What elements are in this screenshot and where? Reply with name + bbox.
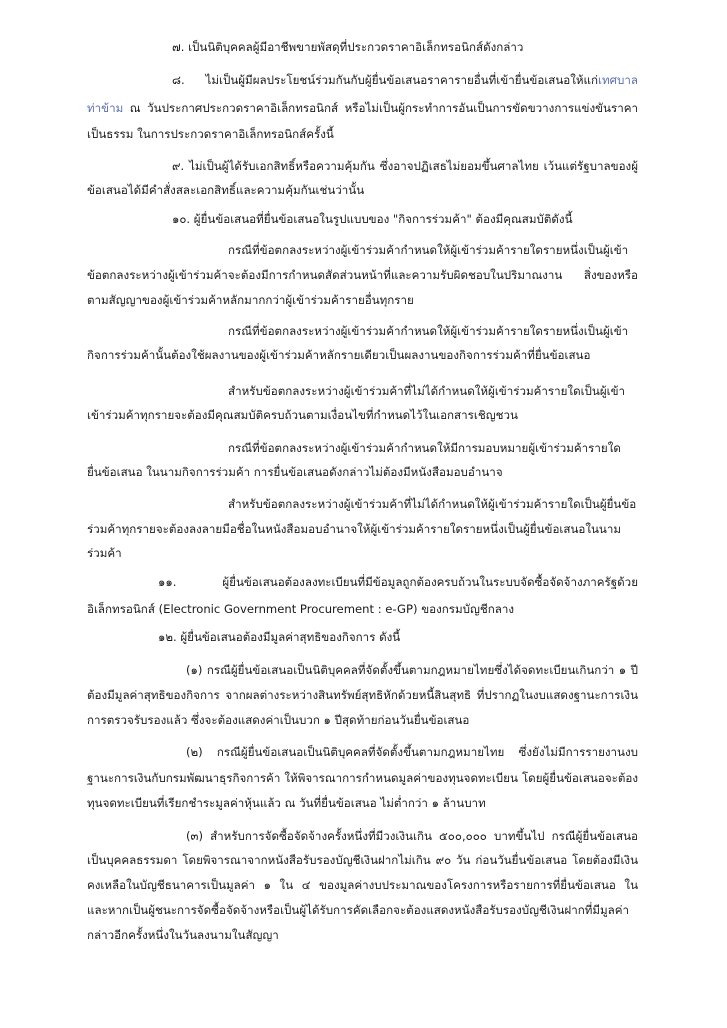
- item-8-handwritten-insert-2: ท่าข้าม: [87, 101, 124, 115]
- item-12-sub-2-line-2: ฐานะการเงินกับกรมพัฒนาธุรกิจการค้า ให้พิจารณาการกำหนดมูลค่าของทุนจดทะเบียน โดยผู้ยื่นข้อเสนอจะต้อง: [87, 771, 638, 785]
- item-12-sub-3-line-1: (๓) สำหรับการจัดซื้อจัดจ้างครั้งหนึ่งที่มีวงเงินเกิน ๕๐๐,๐๐๐ บาทขึ้นไป กรณีผู้ยื่นข้อเสนอ: [186, 829, 638, 843]
- item-12-heading: ๑๒. ผู้ยื่นข้อเสนอต้องมีมูลค่าสุทธิของกิจการ ดังนี้: [158, 630, 401, 644]
- item-9-line-2: ข้อเสนอได้มีคำสั่งสละเอกสิทธิ์และความคุ้มกันเช่นว่านั้น: [87, 183, 365, 197]
- item-10-para-c-line-1: สำหรับข้อตกลงระหว่างผู้เข้าร่วมค้าที่ไม่ได้กำหนดให้ผู้เข้าร่วมค้ารายใดเป็นผู้เข้า: [228, 384, 626, 398]
- item-10-para-e-line-2: ร่วมค้าทุกรายจะต้องลงลายมือชื่อในหนังสือมอบอำนาจให้ผู้เข้าร่วมค้ารายใดรายหนึ่งเป็นผู้ยื่นข้อเสนอในนาม: [87, 522, 622, 536]
- item-10-para-d-line-1: กรณีที่ข้อตกลงระหว่างผู้เข้าร่วมค้ากำหนดให้มีการมอบหมายผู้เข้าร่วมค้ารายใด: [228, 441, 621, 455]
- item-8-text-2: ณ วันประกาศประกวดราคาอิเล็กทรอนิกส์ หรือไม่เป็นผู้กระทำการอันเป็นการขัดขวางการแข่งขันราคา: [129, 101, 638, 115]
- item-12-sub-1-line-2: ต้องมีมูลค่าสุทธิของกิจการ จากผลต่างระหว่างสินทรัพย์สุทธิหักด้วยหนี้สินสุทธิ ที่ปรากฏในงบแสดงฐานะการเงิน: [87, 688, 638, 702]
- item-12-sub-3-line-2: เป็นบุคคลธรรมดา โดยพิจารณาจากหนังสือรับรองบัญชีเงินฝากไม่เกิน ๙๐ วัน ก่อนวันยื่นข้อเสนอ โดยต้องมีเงิน: [87, 853, 638, 867]
- item-12-sub-3-line-4: และหากเป็นผู้ชนะการจัดซื้อจัดจ้างหรือเป็นผู้ได้รับการคัดเลือกจะต้องแสดงหนังสือรับรองบัญชีเงินฝากที่มีมูลค่า: [87, 903, 630, 917]
- item-12-sub-1-line-3: การตรวจรับรองแล้ว ซึ่งจะต้องแสดงค่าเป็นบวก ๑ ปีสุดท้ายก่อนวันยื่นข้อเสนอ: [87, 713, 470, 727]
- item-10-para-d-line-2: ยื่นข้อเสนอ ในนามกิจการร่วมค้า การยื่นข้อเสนอดังกล่าวไม่ต้องมีหนังสือมอบอำนาจ: [87, 465, 503, 479]
- item-12-sub-2-line-3: ทุนจดทะเบียนที่เรียกชำระมูลค่าหุ้นแล้ว ณ วันที่ยื่นข้อเสนอ ไม่ต่ำกว่า ๑ ล้านบาท: [87, 796, 486, 810]
- item-10-para-e-line-1: สำหรับข้อตกลงระหว่างผู้เข้าร่วมค้าที่ไม่ได้กำหนดให้ผู้เข้าร่วมค้ารายใดเป็นผู้ยื่นข้อ: [228, 497, 637, 511]
- item-8-handwritten-insert: เทศบาล: [598, 73, 638, 87]
- item-12-sub-3-line-3: คงเหลือในบัญชีธนาคารเป็นมูลค่า ๑ ใน ๔ ของมูลค่างบประมาณของโครงการหรือรายการที่ยื่นข้อเสนอ ใน: [87, 878, 638, 892]
- item-8-text: ๘. ไม่เป็นผู้มีผลประโยชน์ร่วมกันกับผู้ยื่นข้อเสนอราคารายอื่นที่เข้ายื่นข้อเสนอให้แก่: [172, 73, 599, 87]
- item-10-heading: ๑๐. ผู้ยื่นข้อเสนอที่ยื่นข้อเสนอในรูปแบบของ "กิจการร่วมค้า" ต้องมีคุณสมบัติดังนี้: [172, 212, 573, 226]
- item-10-para-e-line-3: ร่วมค้า: [87, 546, 122, 560]
- item-10-para-c-line-2: เข้าร่วมค้าทุกรายจะต้องมีคุณสมบัติครบถ้วนตามเงื่อนไขที่กำหนดไว้ในเอกสารเชิญชวน: [87, 408, 518, 422]
- item-10-para-a-line-3: ตามสัญญาของผู้เข้าร่วมค้าหลักมากกว่าผู้เข้าร่วมค้ารายอื่นทุกราย: [87, 293, 414, 307]
- item-11-line-1: ๑๑. ผู้ยื่นข้อเสนอต้องลงทะเบียนที่มีข้อมูลถูกต้องครบถ้วนในระบบจัดซื้อจัดจ้างภาครัฐด้วย: [158, 575, 638, 589]
- item-10-para-a-line-1: กรณีที่ข้อตกลงระหว่างผู้เข้าร่วมค้ากำหนดให้ผู้เข้าร่วมค้ารายใดรายหนึ่งเป็นผู้เข้า: [228, 243, 629, 257]
- item-12-sub-3-line-5: กล่าวอีกครั้งหนึ่งในวันลงนามในสัญญา: [87, 928, 279, 942]
- item-9-line-1: ๙. ไม่เป็นผู้ได้รับเอกสิทธิ์หรือความคุ้มกัน ซึ่งอาจปฏิเสธไม่ยอมขึ้นศาลไทย เว้นแต่รัฐบาลของผู้: [172, 159, 638, 173]
- item-10-para-b-line-1: กรณีที่ข้อตกลงระหว่างผู้เข้าร่วมค้ากำหนดให้ผู้เข้าร่วมค้ารายใดรายหนึ่งเป็นผู้เข้า: [228, 324, 629, 338]
- item-12-sub-1-line-1: (๑) กรณีผู้ยื่นข้อเสนอเป็นนิติบุคคลที่จัดตั้งขึ้นตามกฎหมายไทยซึ่งได้จดทะเบียนเกินกว่า ๑ ปี: [186, 663, 638, 677]
- item-10-para-a-line-2: ข้อตกลงระหว่างผู้เข้าร่วมค้าจะต้องมีการกำหนดสัดส่วนหน้าที่และความรับผิดชอบในปริมาณงาน สิ่งของหรือ: [87, 268, 638, 282]
- item-8-line-1: [172, 70, 638, 92]
- item-12-sub-2-line-1: (๒) กรณีผู้ยื่นข้อเสนอเป็นนิติบุคคลที่จัดตั้งขึ้นตามกฎหมายไทย ซึ่งยังไม่มีการรายงานงบ: [186, 745, 638, 759]
- item-8-line-3: เป็นธรรม ในการประกวดราคาอิเล็กทรอนิกส์ครั้งนี้: [87, 127, 334, 141]
- item-7: ๗. เป็นนิติบุคคลผู้มีอาชีพขายพัสดุที่ประกวดราคาอิเล็กทรอนิกส์ดังกล่าว: [172, 40, 524, 54]
- item-8-line-2: [87, 98, 638, 120]
- item-10-para-b-line-2: กิจการร่วมค้านั้นต้องใช้ผลงานของผู้เข้าร่วมค้าหลักรายเดียวเป็นผลงานของกิจการร่วมค้าที่ยื่นข้อเสนอ: [87, 348, 591, 362]
- item-11-line-2: อิเล็กทรอนิกส์ (Electronic Government Procurement : e-GP) ของกรมบัญชีกลาง: [87, 602, 515, 616]
